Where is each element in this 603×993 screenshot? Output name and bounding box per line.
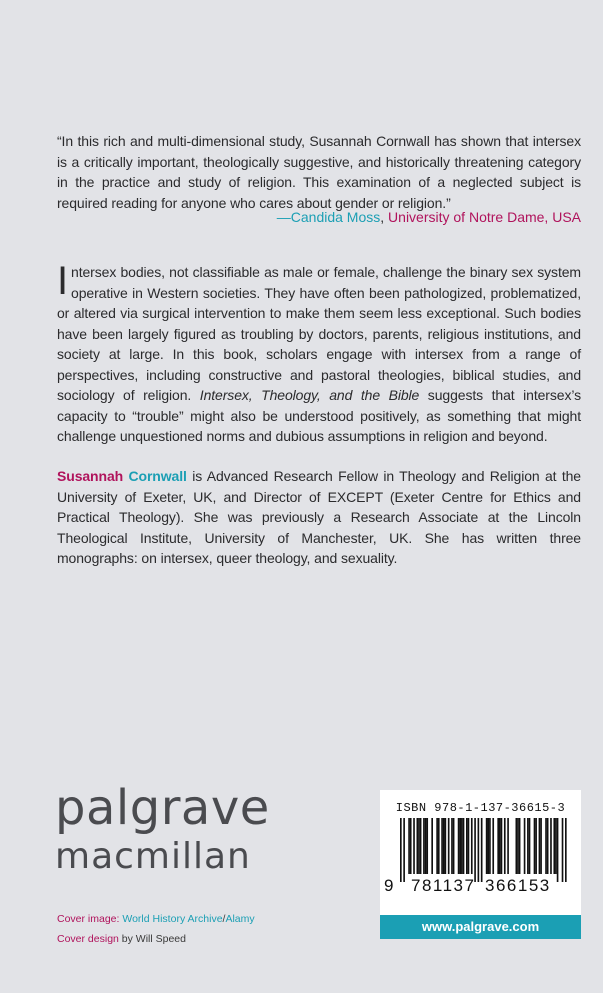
attribution-separator: , — [380, 209, 389, 225]
barcode-bar — [417, 818, 419, 874]
barcode-bar — [466, 818, 468, 874]
barcode-bar — [499, 818, 501, 874]
barcode-bar — [410, 818, 412, 874]
barcode-bar — [453, 818, 455, 874]
barcode-bar — [459, 818, 461, 874]
barcode-bar — [438, 818, 440, 874]
cover-image-source: World History Archive — [122, 913, 223, 925]
publisher-website[interactable]: www.palgrave.com — [380, 915, 581, 939]
logo-macmillan: macmillan — [55, 836, 251, 877]
ean-group-2: 366153 — [485, 876, 551, 895]
quote-text: “In this rich and multi-dimensional study, Susannah Cornwall has shown that intersex is a critically important, theologically suggestive, and historically threatening category in the practice and study of religion. This examination of a neglected subject is required reading for anyone who cares about gender or religion.” — [57, 133, 581, 211]
cover-credits — [57, 909, 255, 949]
barcode-bar — [445, 818, 447, 874]
barcode-bar — [497, 818, 499, 874]
barcode-bar — [487, 818, 489, 874]
barcode-bar — [501, 818, 503, 874]
description-text-end: suggests that intersex’s capacity to “trouble” might also be understood positively, as something that might challenge unquestioned norms and dubious assumptions in religion and beyond. — [57, 387, 581, 444]
barcode-bar — [524, 818, 526, 874]
barcode-bar — [458, 818, 460, 874]
isbn-text: ISBN 978-1-137-36615-3 — [395, 801, 566, 815]
barcode-bar — [436, 818, 438, 874]
barcode-bar — [486, 818, 488, 874]
barcode-bar — [535, 818, 537, 874]
barcode-bar — [468, 818, 470, 874]
barcode-bar — [403, 818, 405, 882]
barcode-bar — [423, 818, 425, 874]
barcode-bar — [418, 818, 420, 874]
barcode-bar — [539, 818, 541, 874]
barcode-bar — [420, 818, 422, 874]
barcode-bar — [448, 818, 450, 874]
barcode-bar — [400, 818, 402, 882]
barcode-bar — [555, 818, 557, 874]
barcode-bar — [463, 818, 465, 874]
bio-text: is Advanced Research Fellow in Theology and Religion at the University of Exeter, UK, and Director of EXCEPT (Exeter Centre for Ethics and Practical Theology). She was previously a Research Associate at the Lincoln Theological Institute, University of Manchester, UK. She has written three monographs: on intersex, queer theology, and sexuality. — [57, 468, 581, 566]
barcode-bar — [471, 818, 473, 874]
barcode-bar — [557, 818, 559, 882]
barcode-bar — [507, 818, 509, 874]
barcode-bar — [443, 818, 445, 874]
publisher-logo — [55, 780, 270, 878]
attribution-name: —Candida Moss — [276, 209, 381, 225]
author-bio — [57, 466, 581, 569]
book-description — [57, 259, 581, 447]
barcode-bar — [516, 818, 518, 874]
cover-image-credit — [57, 909, 255, 929]
barcode-bar — [474, 818, 476, 882]
barcode-bar — [413, 818, 415, 874]
author-last-name: Cornwall — [128, 468, 187, 484]
barcode-bar — [553, 818, 555, 874]
barcode-bar — [547, 818, 549, 874]
book-title-italic: Intersex, Theology, and the Bible — [199, 387, 420, 403]
author-first-name: Susannah — [57, 468, 124, 484]
barcode-bar — [431, 818, 433, 874]
ean-group-1: 781137 — [411, 876, 476, 895]
barcode-bar — [425, 818, 427, 874]
barcode-bar — [408, 818, 410, 874]
barcode-bar — [492, 818, 494, 874]
barcode-bar — [545, 818, 547, 874]
barcode-panel — [380, 790, 581, 939]
barcode-bar — [426, 818, 428, 874]
barcode-bar — [527, 818, 529, 874]
description-text-start: ntersex bodies, not classifiable as male or female, challenge the binary sex system operative in Western societies. They have often been pathologized, problematized, or altered via surgical intervention to make them seem less exceptional. Such bodies have been largely figured as troubling by doctors, parents, religious institutions, and society at large. In this book, scholars engage with intersex from a range of perspectives, including constructive and pastoral theologies, biblical studies, and sociology of religion. — [57, 264, 581, 403]
barcode-bar — [529, 818, 531, 874]
barcode-bar — [565, 818, 567, 882]
dropcap-letter: I — [57, 259, 69, 303]
ean-lead-digit: 9 — [384, 876, 394, 895]
barcode-bar — [550, 818, 552, 874]
barcode-bar — [461, 818, 463, 874]
quote-attribution — [57, 208, 581, 226]
cover-image-sep: / — [222, 913, 226, 925]
barcode-bar — [478, 818, 480, 882]
cover-design-by: by Will Speed — [121, 933, 186, 945]
cover-design-credit — [57, 929, 255, 949]
barcode-bar — [517, 818, 519, 874]
barcode-bar — [519, 818, 521, 874]
attribution-affiliation: University of Notre Dame, USA — [388, 209, 581, 225]
cover-image-agency: Alamy — [225, 913, 255, 925]
barcode-bar — [504, 818, 506, 874]
barcode-bar — [481, 818, 483, 882]
barcode-bar — [489, 818, 491, 874]
barcode-bar — [540, 818, 542, 874]
cover-design-label: Cover design — [57, 933, 119, 945]
endorsement-quote — [57, 131, 581, 213]
barcode-bar — [562, 818, 564, 882]
cover-image-label: Cover image: — [57, 913, 120, 925]
barcode-bar — [451, 818, 453, 874]
barcode-bar — [534, 818, 536, 874]
logo-palgrave: palgrave — [55, 780, 270, 836]
barcode-bar — [441, 818, 443, 874]
